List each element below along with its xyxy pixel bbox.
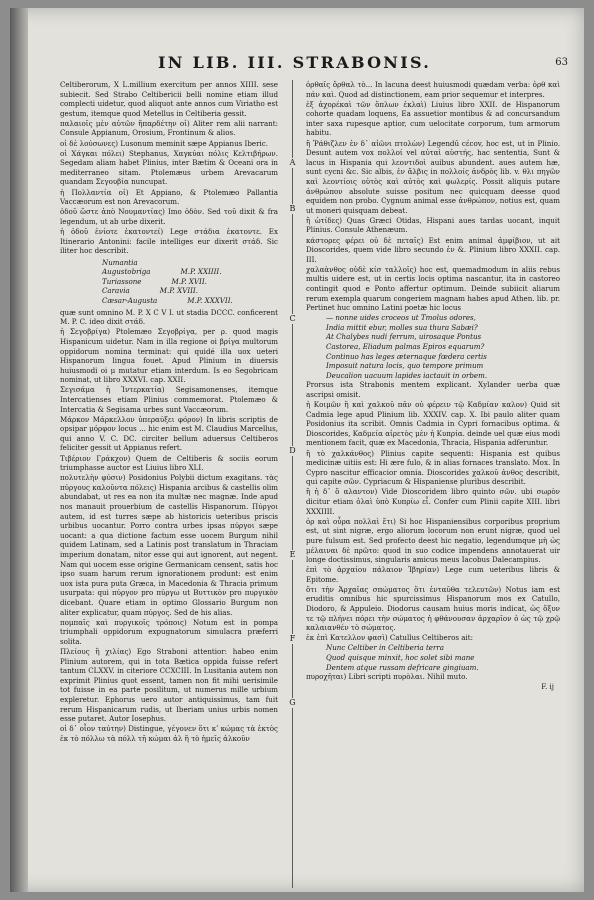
- margin-letter: A: [287, 158, 298, 168]
- commentary-paragraph: ἡ ὁδοῦ ἐνίοτε ἐκατοντεί) Lege στάδια ἐκατοντε. Ex Itinerario Antonini: facile intelliges eur dixerit στάδ. Sic iliter hoc describit.: [60, 226, 278, 256]
- signature-mark: F. ij: [541, 682, 554, 692]
- commentary-paragraph: Πλείους ἢ χιλίας) Ego Straboni attentior: habeo enim Plinium autorem, qui in tota Bætica oppida fuisse refert tantum CLXXV. in citeriore CCXCIII. In Lusitania autem non exprimit Plinius quot essent, tamen non fit mihi uerisimile tot fuisse in ea parte posilitum, ut numerus mille urbium expleretur. Ephorus uero autor antiquissimus, tam fuit rerum Hispanicarum rudis, ut Iberiam unius urbis nomen esse putaret. Autor Iosephus.: [60, 646, 278, 724]
- verse-line: Nunc Celtiber in Celtiberia terra: [326, 643, 445, 653]
- verse-line: India mittit ebur, molles sua thura Sabæi?: [326, 322, 478, 332]
- commentary-paragraph: ὁδοῦ ὥστε ἀπὸ Νουμαντίας) Imo ὁδὸν. Sed τοῦ dixit & fra legendum, ut ab urbe dixerit.: [60, 207, 278, 226]
- catullus-quotation: [306, 643, 560, 672]
- itinerary-row: [102, 267, 278, 277]
- commentary-paragraph: ὁρθαῖς ὄρθαλ τὸ... In lacuna deest huiusmodi quædam verba: ὁρθ καὶ πάν καὶ. Quod ad distinctionem, eam prior sequemur et interpres.: [306, 80, 560, 99]
- commentary-paragraph: πολυτελὴν φύσιν) Posidonius Polybii dictum exagitans. τὰς πύργους καλοῦντα πόλεις) Hispania arcibus & castellis olim abundabat, ut res ea non ita multæ nec magnæ. Inde apud nos manauit prouerbium de castellis Hispanorum. Πύργοι autem, id est turres sæpe ab historicis ueteribus priscis urbibus uocantur. Porro contra urbes ipsas πύργοι sæpe uocant: a qua dictione factum esse uocem Burgum nihil quidem Latinam, sed a Latinis post translatum in Thraciam imperium donatam, nitor esse qui aut ignorent, aut negent. Nam qui uocem esse origine Germanicam censent, satis hoc ipso suam harum rerum ignorationem produnt: est enim uox ista pura puta Græca, in Macedonia & Thracia primum usurpata: qui πύργον pro πύργω ut Βυττικὸν pro πυργικὸν dicebant. Quare etiam in optimo Glossario Burgum non aliter explicatur, quam πύργος. Sed de his alias.: [60, 473, 278, 617]
- margin-letter: B: [287, 204, 298, 214]
- commentary-paragraph: ἡ Πολλαντία οἱ) Et Appiano, & Ptolemæo Pallantia Vaccæorum est non Arevacorum.: [60, 187, 278, 207]
- commentary-paragraph: πομπαῖς καὶ πυργικοῖς τρόποις) Notum est in pompa triumphali oppidorum expugnatorum simulacra præferri solita.: [60, 617, 278, 646]
- commentary-paragraph: ὅτι τὴν Ἀρχαῖας σπώματος ὅτι ἐνταῦθα τελευτῶν) Notus iam est eruditis omnibus hic spurcissimus Hispanorum mos ex Catullo, Diodoro, & Appuleio. Diodorus causam huius moris indicat, ὡς ὄξυν τε τῷ πλήνει πόρει τὴν σώματος ἡ φθάνουσαν ἀρχαρῖον ὁ ὡς τῷ χρῷ καλαιανθέν τὸ σώματος.: [306, 584, 560, 633]
- commentary-paragraph: ὁρ καὶ οὖρα πολλαὶ ἔτι) Si hoc Hispaniensibus corporibus proprium est, ut sint nigræ, ergo aliorum locorum non erunt nigræ, quod uel pure fulsum est. Sed profecto deest hic negatio, legendumque μὴ ὡς μέλαιναι δὲ πρῶτο: quod in suo codice impendens annotauerat uir longe doctissimus, singularis amicus meus Iacobus Dalecampius.: [306, 516, 560, 565]
- itinerary-place: Cæsar-Augusta: [102, 296, 158, 306]
- column-rule: [292, 80, 293, 888]
- itinerary-place: Caravia: [102, 286, 130, 296]
- commentary-paragraph: πυροχῆται) Libri scripti πυρὸλαι. Nihil muto.: [306, 672, 468, 682]
- commentary-paragraph: ἡ Σεγοβρίγα) Ptolemæo Σεγοβρίγα, per ρ. quod magis Hispanicum uidetur. Nam in illa regione oi βρίγα multorum oppidorum nomina terminat: qui quidé illa uox ueteri Hispanorum lingua fouet. Apud Plinium in diuersis huiusmodi oi μ mutatur etiam interdum. Is eo Segobricam nominat, ut libro XXXVI. cap. XXII.: [60, 327, 278, 385]
- commentary-paragraph: παλαιοῖς μὲν αὐτῶν ἤπαρδέτην οἱ) Aliter rem alii narrant: Consule Appianum, Orosium, Frontinum & alios.: [60, 118, 278, 138]
- page-header: [10, 55, 584, 75]
- itinerary-miles: M.P. XXXVII.: [187, 296, 233, 306]
- commentary-paragraph: οἱ δὲ λούσωνες) Lusonum meminit sæpe Appianus Iberic.: [60, 138, 268, 148]
- commentary-paragraph: ἢ ὠτίδες) Quas Græci Otidas, Hispani aues tardas uocant, inquit Plinius. Consule Athenæum.: [306, 215, 560, 235]
- itinerary-miles: M.P. XVIII.: [159, 286, 198, 296]
- itinerary-row: [102, 277, 278, 287]
- commentary-paragraph: ἐξ ἀχορέκαὶ τῶν ὅπλων ἐκλαὶ) Liuius libro XXII. de Hispanorum cohorte quadam loquens, Ea assuetior montibus & ad concursandum inter saxa rupesque aptior, cum uelocitate corporum, tum armorum habitu.: [306, 99, 560, 138]
- verse-line: Dentem atque russam defricare gingiuam.: [326, 662, 479, 672]
- commentary-paragraph: Τιβέριον Γράκχον) Quem de Celtiberis & sociis eorum triumphasse auctor est Liuius libro XLI.: [60, 453, 278, 473]
- verse-quotation: [306, 313, 560, 380]
- left-column: [60, 80, 278, 888]
- commentary-paragraph: ἐκ ἐπὶ Κατελλον φασὶ) Catullus Celtiberos ait:: [306, 633, 474, 643]
- commentary-paragraph: κάστορες φέρει οὐ δὲ πεταῖς) Est enim animal ἀμφίβιον, ut ait Dioscorides, quem vide libro secundo ἐν &. Plinium libro XXXII. cap. III.: [306, 235, 560, 264]
- page-number: 63: [555, 57, 568, 68]
- margin-letter: D: [287, 446, 298, 456]
- itinerary-row: [102, 286, 278, 296]
- verse-line: At Chalybes nudi ferrum, uirosaque Pontus: [326, 332, 482, 342]
- commentary-paragraph: ἐπὶ τὸ ἀρχαίου πάλαιον Ἰβηρίαν) Lege cum ueteribus libris & Epitome.: [306, 565, 560, 584]
- commentary-paragraph: Μάρκον Μάρκελλον ὑπεραύξει φόρον) In libris scriptis de opsipar μόρφον locus ... hic enim est M. Claudius Marcellus, qui anno V. C. DC. circiter bellum aduersus Celtiberos feliciter gessit ut Appianus refert.: [60, 414, 278, 453]
- verse-line: — nonne uides croceos ut Tmolus odores,: [326, 313, 476, 323]
- itinerary-place: Numantia: [102, 257, 138, 267]
- commentary-paragraph: ἢ ἡ δ᾽ ὅ αλαντον) Vide Dioscoridem libro quinto σῶν. ubi σωρὸν dicitur etiam ὀλαὶ ὑπὸ Κυπρίω εἶ. Confer cum Plinii capite XIII. libri XXXIIII.: [306, 487, 560, 516]
- itinerary-place: Turiassone: [102, 276, 142, 286]
- margin-letter: E: [287, 550, 298, 560]
- commentary-paragraph: ἢ Ῥάθιζλεν ἐν δ᾽ αἰῶνι πτολὼν) Legendū cέcov, hoc est, ut in Plinio. Desunt autem vox πολλοί vel αὐταὶ αὐστής, hac sententia, Sunt & lacus in Hispania qui λεοντιδοὶ auibus abundent. aues autem hæ, sunt cycni &c. Sic albis, ἐν ἄλβις in πολλοίς ἀνδρὸς lib. v. θλι πηγῶν καὶ λεοντίοις οὐτὸς καὶ αὐτὸς καὶ φωλερίς. Possit aliquis putare ἀνθρώπον absolute suisse positum nec quicquam deesse quod equidem non probo. Cygnum animal esse ἀνθρώπον, notius est, quam ut moneri quisquam debeat.: [306, 138, 560, 215]
- verse-line: Imposuit natura locis, quo tempore primum: [326, 361, 484, 371]
- commentary-paragraph: ἢ τὸ χαλκάνθος) Plinius capite sequenti: Hispania est quibus medicinæ uitiis est: Hi ære fulo, & in alias fornaces translato. Mox. In Cypro nascitur efficacior omnia. Dioscorides χαλκοῦ ἀνθος describit, qui capite σῶν. Cypriacum & Hispaniense pluribus describit.: [306, 448, 560, 487]
- commentary-paragraph: Celtiberorum, X L.millium exercitum per annos XIIII. sese subiecit. Sed Strabo Celtibericii belli nomine etiam illud complecti uidetur, quod aliquot ante annos cum Viriatho est gestum, itemque quod Metellus in Celtiberia gessit.: [60, 80, 278, 118]
- page-gutter-shadow: [10, 8, 28, 892]
- verse-line: Continuo has leges æternaque fœdera certis: [326, 351, 487, 361]
- verse-line: Quod quisque minxit, hoc solet sibi mane: [326, 653, 475, 663]
- book-page: [10, 8, 584, 892]
- itinerary-miles: M.P. XXIIII.: [180, 267, 222, 277]
- running-head: IN LIB. III. STRABONIS.: [158, 53, 432, 72]
- commentary-paragraph: οἱ δ᾽ οἷον ταύτην) Distingue, γέγονεν ὅτι κʹ κώμας τὰ ἐκτὸς ἐκ τὸ πόλλω τὰ πόλλ τῆ κώμαι ἀλ ἢ τὸ ἡμεῖς ἀλκοῦν: [60, 724, 278, 743]
- margin-letter: F: [287, 634, 298, 644]
- itinerary-place: Augustobriga: [102, 267, 151, 277]
- commentary-paragraph: ἡ Κοιμῶν ἢ καὶ χαλκοῦ πᾶν οὐ φέρειν τῷ Καδμίαν καλον) Quid sit Cadmia lege apud Plinium lib. XXXIV. cap. X. Ibi paulo aliter quam Posidonius ita scribit. Omnis Cadmia in Cypri fornacibus optima. & Dioscorides, Καδμεία αἱρετὸς μὲν ἡ Κυπρία. deinde uel quæ eius modi mentionem facit, quæ ex Macedonia, Thracia, Hispania adferuntur.: [306, 400, 560, 448]
- margin-letter: C: [287, 314, 298, 324]
- itinerary-row: [102, 296, 278, 306]
- verse-line: Deucalion uacuum lapides iactauit in orbem.: [326, 370, 488, 380]
- margin-letter: G: [287, 698, 298, 708]
- commentary-paragraph: quæ sunt omnino M. P. X C V I. ut stadia DCCC. conficerent M. P. C. ideo dixit στάδ.: [60, 307, 278, 327]
- commentary-paragraph: οἱ Χάγκαι πόλει) Stephanus, Χαγκύαι πόλις Κελτιβήρων. Segedam aliam habet Plinius, inter Bætim & Oceani ora in mediterraneo sitam. Ptolemæus urbem Arevacarum quandam Σεγουβία nuncupat.: [60, 148, 278, 187]
- commentary-paragraph: χαλαὰνθος οὐδὲ κίσ ταλλοῖς) hoc est, quemadmodum in aliis rebus multis uidere est, ut in certis locis optima nascantur, ita in castoreo contingit quod e Ponto affertur optimum. Deinde subiicit aliarum rerum exempla quarum congeriem magnam habes apud Athen. lib. pr. Pertinet huc omnino Latini poetæ hic locus: [306, 264, 560, 313]
- itinerary-table: [102, 258, 278, 306]
- commentary-paragraph: Σεγισάμα ἡ Ἰντερκατία) Segisamonenses, itemque Intercatienses etiam Plinius commemorat. Ptolemæo & Intercatia & Segisama urbes sunt Vaccæorum.: [60, 385, 278, 414]
- right-column: [306, 80, 560, 888]
- itinerary-row: [102, 258, 278, 268]
- commentary-paragraph: Prorsus ista Strabonis mentem explicant. Xylander uerba quæ ascripsi omisit.: [306, 380, 560, 399]
- itinerary-miles: M.P. XVII.: [171, 276, 207, 286]
- verse-line: Castorea, Eliadum palmas Epiros equarum?: [326, 342, 485, 352]
